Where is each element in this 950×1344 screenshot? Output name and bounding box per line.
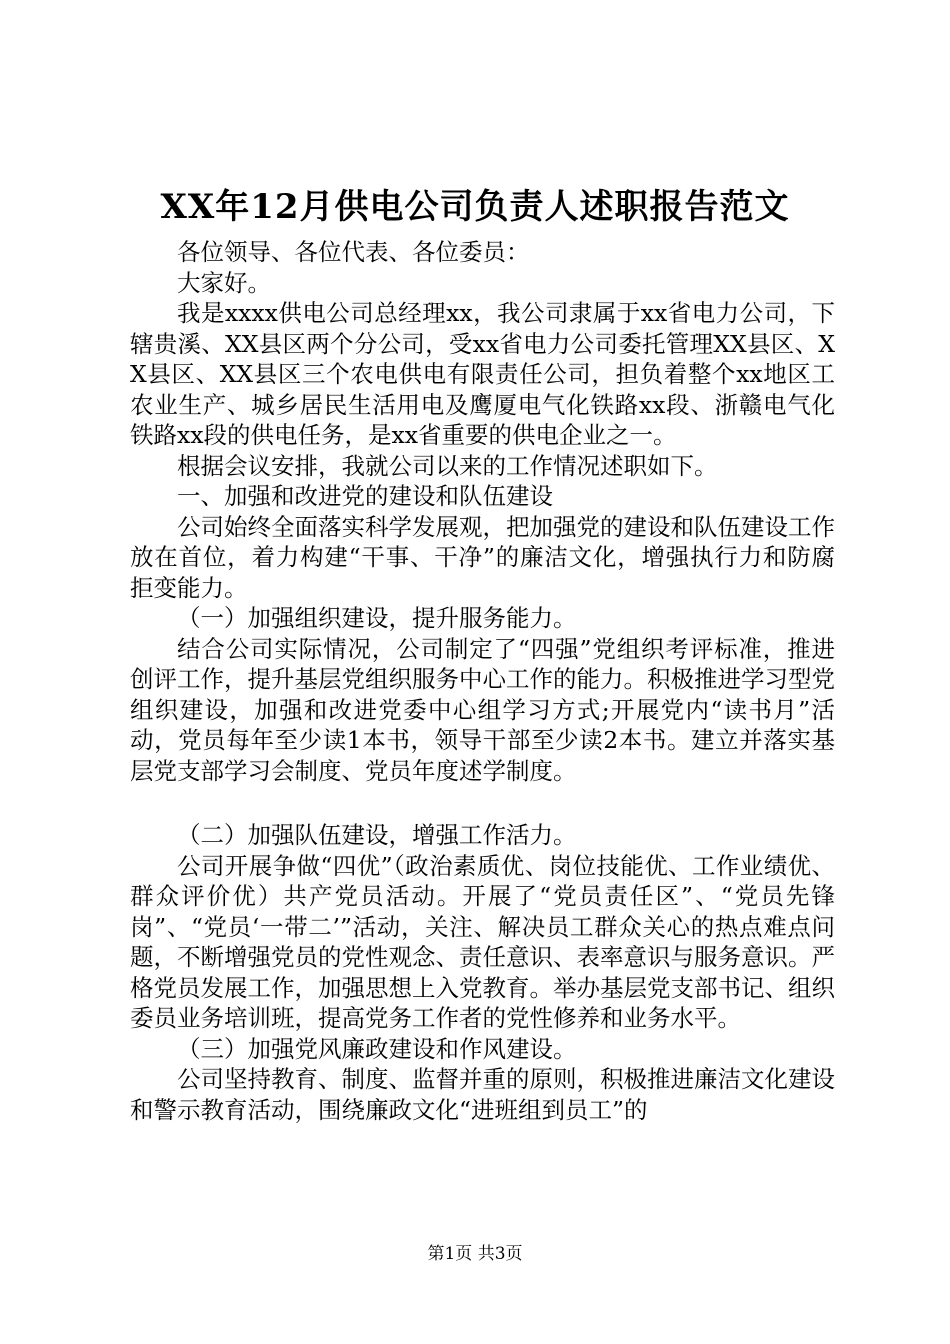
paragraph-section-1: 公司始终全面落实科学发展观，把加强党的建设和队伍建设工作放在首位，着力构建“干事、干净”的廉洁文化，增强执行力和防腐拒变能力。 (130, 512, 835, 602)
page-footer: 第1页 共3页 (427, 1244, 523, 1264)
paragraph-greeting: 各位领导、各位代表、各位委员： (177, 238, 530, 266)
subsection-heading-3: （三）加强党风廉政建设和作风建设。 (177, 1034, 577, 1063)
document-body (130, 237, 835, 1125)
paragraph-intro: 我是xxxx供电公司总经理xx，我公司隶属于xx省电力公司，下辖贵溪、XX县区两个分公司，受xx省电力公司委托管理XX县区、XX县区、XX县区三个农电供电有限责任公司，担负着整个xx地区工农业生产、城乡居民生活用电及鹰厦电气化铁路xx段、浙赣电气化铁路xx段的供电任务，是xx省重要的供电企业之一。 (130, 299, 835, 449)
paragraph-subsection-3: 公司坚持教育、制度、监督并重的原则，积极推进廉洁文化建设和警示教育活动，围绕廉政文化“进班组到员工”的 (130, 1065, 835, 1124)
paragraph-subsection-1: 结合公司实际情况，公司制定了“四强”党组织考评标准，推进创评工作，提升基层党组织服务中心工作的能力。积极推进学习型党组织建设，加强和改进党委中心组学习方式;开展党内“读书月”活动，党员每年至少读1本书，领导干部至少读2本书。建立并落实基层党支部学习会制度、党员年度述学制度。 (130, 634, 835, 785)
section-heading-1: 一、加强和改进党的建设和队伍建设 (177, 482, 553, 510)
paragraph-subsection-2: 公司开展争做“四优”（政治素质优、岗位技能优、工作业绩优、群众评价优）共产党员活动。开展了“党员责任区”、“党员先锋岗”、“党员‘一带二’”活动，关注、解决员工群众关心的热点难点问题，不断增强党员的党性观念、责任意识、表率意识与服务意识。严格党员发展工作，加强思想上入党教育。举办基层党支部书记、组织委员业务培训班，提高党务工作者的党性修养和业务水平。 (130, 851, 835, 1032)
document-title: XX年12月供电公司负责人述职报告范文 (160, 187, 790, 227)
subsection-heading-2: （二）加强队伍建设，增强工作活力。 (177, 821, 577, 849)
paragraph-hello: 大家好。 (177, 268, 271, 297)
paragraph-report-intro: 根据会议安排，我就公司以来的工作情况述职如下。 (177, 451, 718, 480)
subsection-heading-1: （一）加强组织建设，提升服务能力。 (177, 604, 577, 632)
